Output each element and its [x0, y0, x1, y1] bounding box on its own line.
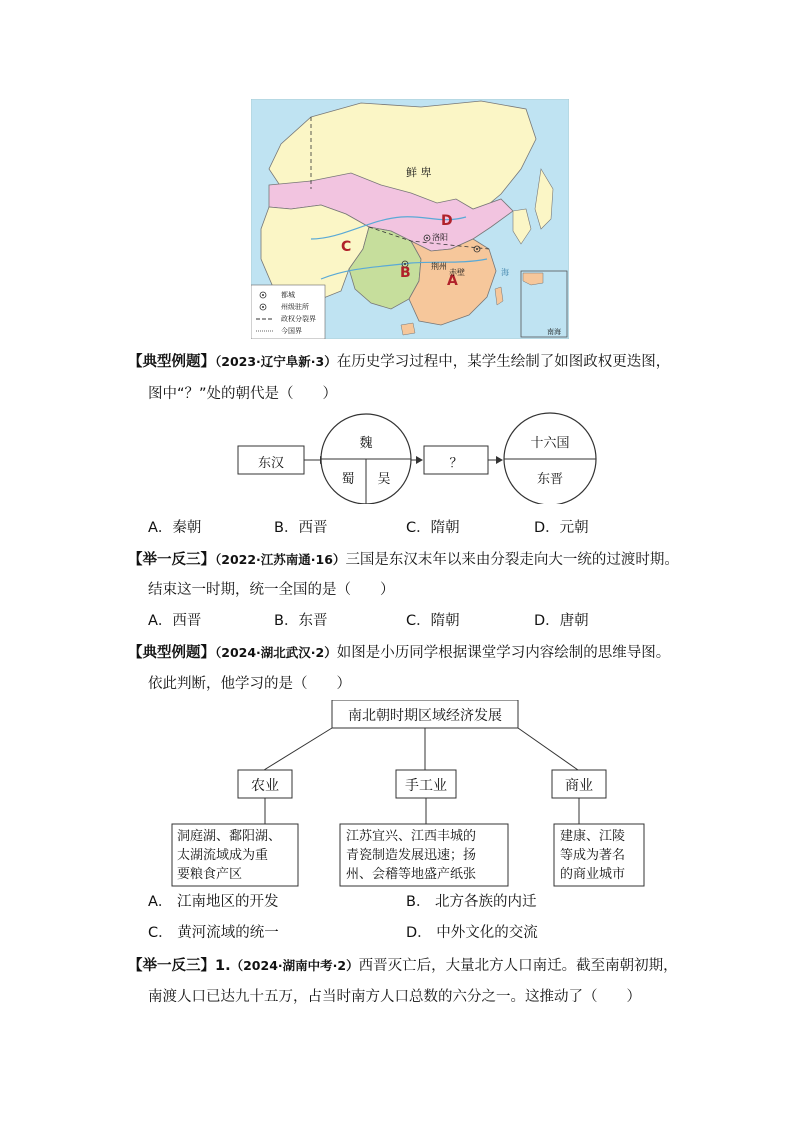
mindmap-commerce: 商业 [565, 778, 593, 794]
flow-box-donghan: 东汉 [257, 456, 284, 471]
q3-stem2: 依此判断，他学习的是（ ） [148, 676, 351, 692]
mindmap-commerce-detail [560, 827, 625, 884]
q2-option-c[interactable]: C．隋朝 [406, 613, 460, 629]
q1-stem2: 图中“？”处的朝代是（ ） [148, 386, 338, 402]
legend-regime-border: 政权分裂界 [281, 315, 316, 323]
map-letter-d: D [441, 213, 453, 229]
three-kingdoms-map [251, 99, 569, 339]
q4-stem2: 南渡人口已达九十五万，占当时南方人口总数的六分之一。这推动了（ ） [148, 989, 641, 1005]
q2-tag: 【举一反三】 [128, 552, 215, 568]
legend-state-seat: 州级驻所 [281, 303, 309, 311]
flow-wei: 魏 [359, 436, 373, 451]
detail-line: 的商业城市 [560, 867, 626, 882]
q3-tag: 【典型例题】 [128, 645, 215, 661]
q1-option-a[interactable]: A．秦朝 [148, 520, 202, 536]
dynasty-flowchart [230, 410, 612, 504]
detail-line: 州、会稽等地盛产纸张 [346, 867, 477, 882]
mindmap-agriculture: 农业 [251, 778, 279, 794]
q1-line1 [128, 352, 670, 372]
q1-tag: 【典型例题】 [128, 354, 215, 370]
q2-stem2: 结束这一时期，统一全国的是（ ） [148, 582, 395, 598]
q1-stem1: 在历史学习过程中，某学生绘制了如图政权更迭图， [336, 354, 671, 370]
detail-line: 太湖流域成为重 [177, 848, 269, 863]
q2-stem1: 三国是东汉末年以来由分裂走向大一统的过渡时期。 [345, 552, 679, 568]
mindmap-root: 南北朝时期区域经济发展 [348, 708, 502, 724]
q2-source: （2022·江苏南通·16） [215, 552, 346, 567]
flow-dongjin: 东晋 [536, 472, 563, 487]
map-letter-a: A [447, 273, 458, 289]
flow-sixteen-kingdoms: 十六国 [530, 436, 570, 451]
detail-line: 等成为著名 [560, 848, 626, 863]
q4-source: （2024·湖南中考·2） [230, 958, 359, 973]
map-inset-label: 南海 [547, 328, 561, 336]
mindmap-agriculture-detail [177, 827, 281, 884]
q3-option-b[interactable]: B． 北方各族的内迁 [406, 894, 537, 910]
map-label-xianbei: 鲜 卑 [406, 166, 432, 179]
q1-option-c[interactable]: C．隋朝 [406, 520, 460, 536]
q3-source: （2024·湖北武汉·2） [215, 645, 337, 660]
q4-line1 [128, 956, 678, 976]
detail-line: 江苏宜兴、江西丰城的 [346, 829, 477, 844]
map-city-jingzhou: 荆州 [431, 262, 447, 271]
q3-stem1: 如图是小历同学根据课堂学习内容绘制的思维导图。 [336, 645, 671, 661]
q2-option-d[interactable]: D．唐朝 [534, 613, 589, 629]
q1-source: （2023·辽宁阜新·3） [215, 354, 337, 369]
detail-line: 建康、江陵 [560, 829, 626, 844]
flow-box-unknown: ？ [449, 456, 463, 471]
q2-line1 [128, 550, 679, 570]
detail-line: 要粮食产区 [177, 867, 243, 882]
legend-modern-border: 今国界 [281, 327, 302, 335]
q3-option-a[interactable]: A． 江南地区的开发 [148, 894, 279, 910]
map-city-luoyang: 洛阳 [432, 233, 448, 242]
q4-number: 1. [215, 958, 231, 974]
q1-option-b[interactable]: B．西晋 [274, 520, 328, 536]
q1-option-d[interactable]: D．元朝 [534, 520, 589, 536]
q3-line1 [128, 643, 670, 663]
q4-tag: 【举一反三】 [128, 958, 215, 974]
flow-wu: 吴 [377, 472, 391, 487]
mindmap [168, 700, 648, 888]
q3-option-c[interactable]: C． 黄河流域的统一 [148, 925, 279, 941]
q2-option-b[interactable]: B．东晋 [274, 613, 328, 629]
legend-capital: 都城 [281, 291, 295, 299]
map-letter-c: C [341, 239, 352, 255]
map-sea-label: 海 [501, 268, 509, 277]
detail-line: 洞庭湖、鄱阳湖、 [177, 829, 282, 844]
q4-stem1: 西晋灭亡后，大量北方人口南迁。截至南朝初期， [358, 958, 678, 974]
q3-option-d[interactable]: D． 中外文化的交流 [406, 925, 538, 941]
mindmap-handicraft-detail [346, 827, 476, 884]
detail-line: 青瓷制造发展迅速；扬 [346, 848, 477, 863]
map-city-chibi: 赤壁 [449, 268, 465, 277]
mindmap-handicraft: 手工业 [405, 778, 447, 794]
q2-option-a[interactable]: A．西晋 [148, 613, 202, 629]
flow-shu: 蜀 [341, 472, 355, 487]
map-legend [281, 289, 316, 337]
map-letter-b: B [400, 265, 411, 281]
